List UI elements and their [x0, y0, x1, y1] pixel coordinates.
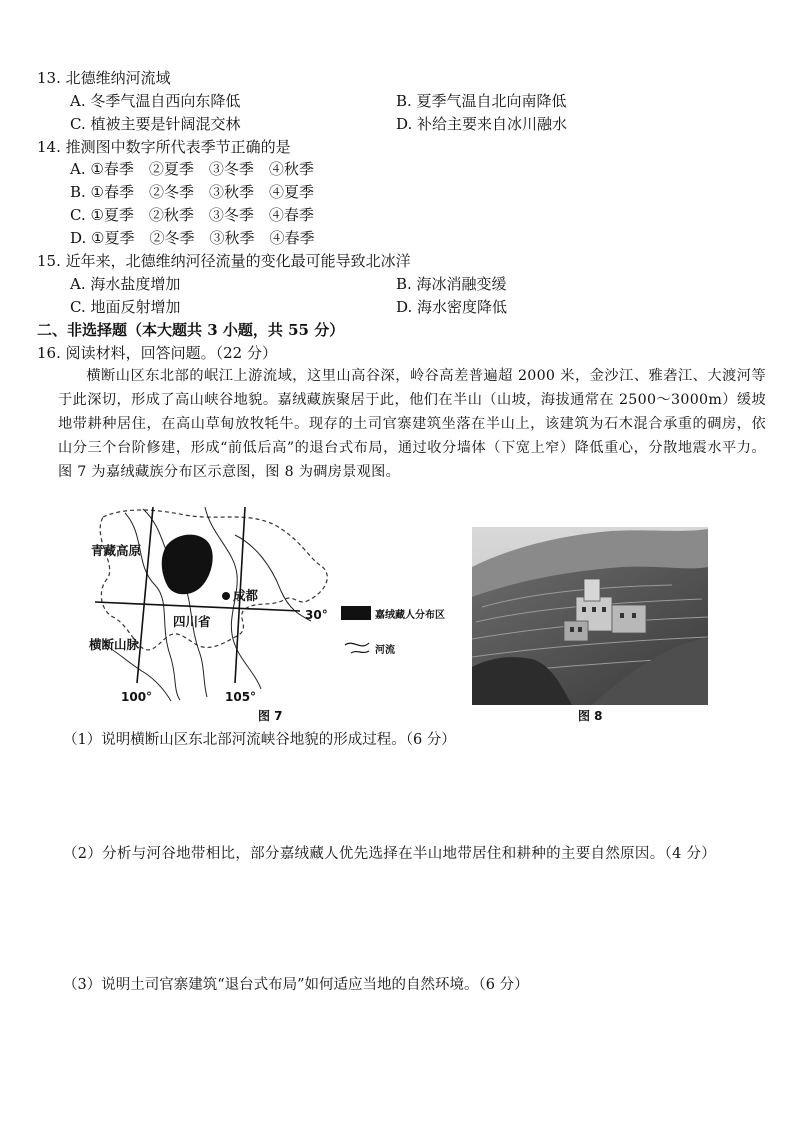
- legend-area-swatch: [341, 606, 371, 620]
- q13-option-c: C. 植被主要是针阔混交林: [70, 115, 241, 133]
- longitude-100-line: [137, 507, 153, 683]
- chengdu-dot: [222, 592, 230, 600]
- rear-building: [612, 605, 646, 633]
- label-lon-105: 105°: [225, 690, 257, 704]
- q15-option-b: B. 海冰消融变缓: [396, 275, 507, 293]
- figure-8-photo: [472, 527, 708, 705]
- jiarong-distribution-area: [162, 535, 213, 595]
- tower-top: [584, 579, 600, 601]
- q16-sub1: （1）说明横断山区东北部河流峡谷地貌的形成过程。（6 分）: [63, 732, 456, 748]
- legend-area-label: 嘉绒藏人分布区: [375, 610, 445, 621]
- q16-stem: 16. 阅读材料，回答问题。（22 分）: [37, 344, 277, 362]
- q14-option-a: A. ①春季 ②夏季 ③冬季 ④秋季: [70, 160, 314, 178]
- figure-7-caption: 图 7: [258, 709, 283, 723]
- label-qingzang-plateau: 青藏高原: [91, 543, 142, 558]
- q15-stem: 15. 近年来，北德维纳河径流量的变化最可能导致北冰洋: [37, 252, 411, 270]
- q13-option-b: B. 夏季气温自北向南降低: [396, 92, 567, 110]
- q15-option-c: C. 地面反射增加: [70, 298, 181, 316]
- q13-option-a: A. 冬季气温自西向东降低: [70, 92, 241, 110]
- q16-sub3: （3）说明土司官寨建筑“退台式布局”如何适应当地的自然环境。（6 分）: [63, 977, 529, 993]
- legend-river-label: 河流: [375, 645, 395, 656]
- province-boundary: [100, 510, 327, 650]
- label-sichuan-province: 四川省: [173, 614, 211, 629]
- q16-material: 横断山区东北部的岷江上游流域，这里山高谷深，岭谷高差普遍超 2000 米，金沙江、雅砻江、大渡河等于此深切，形成了高山峡谷地貌。嘉绒藏族聚居于此，他们在半山（山坡，海拔通常在 2500～3000m）缓坡地带耕种居住，在高山草甸放牧牦牛。现存的土司官寨建筑坐落在半山上，该建筑为石木混合承重的碉房，依山分三个台阶修建，形成“前低后高”的退台式布局，通过收分墙体（下宽上窄）降低重心，分散地震水平力。图 7 为嘉绒藏族分布区示意图，图 8 为碉房景观图。: [58, 368, 766, 480]
- q13-stem: 13. 北德维纳河流域: [37, 69, 171, 87]
- front-building: [564, 621, 588, 641]
- label-chengdu: 成都: [233, 588, 259, 603]
- q14-stem: 14. 推测图中数字所代表季节正确的是: [37, 138, 291, 156]
- figure-7-map: [85, 505, 460, 705]
- label-lat-30: 30°: [305, 608, 328, 622]
- q14-option-b: B. ①春季 ②冬季 ③秋季 ④夏季: [70, 183, 315, 201]
- q14-option-c: C. ①夏季 ②秋季 ③冬季 ④春季: [70, 206, 314, 224]
- q15-option-a: A. 海水盐度增加: [70, 275, 181, 293]
- section-heading: 二、非选择题（本大题共 3 小题，共 55 分）: [37, 321, 345, 339]
- label-lon-100: 100°: [121, 690, 153, 704]
- q15-option-d: D. 海水密度降低: [396, 298, 508, 316]
- q16-sub2: （2）分析与河谷地带相比，部分嘉绒藏人优先选择在半山地带居住和耕种的主要自然原因。（4 分）: [63, 846, 717, 862]
- label-hengduan-mountains: 横断山脉: [89, 637, 140, 652]
- figure-8-caption: 图 8: [578, 709, 603, 723]
- q14-option-d: D. ①夏季 ②冬季 ③秋季 ④春季: [70, 229, 315, 247]
- legend-river-symbol: [345, 643, 369, 653]
- q13-option-d: D. 补给主要来自冰川融水: [396, 115, 568, 133]
